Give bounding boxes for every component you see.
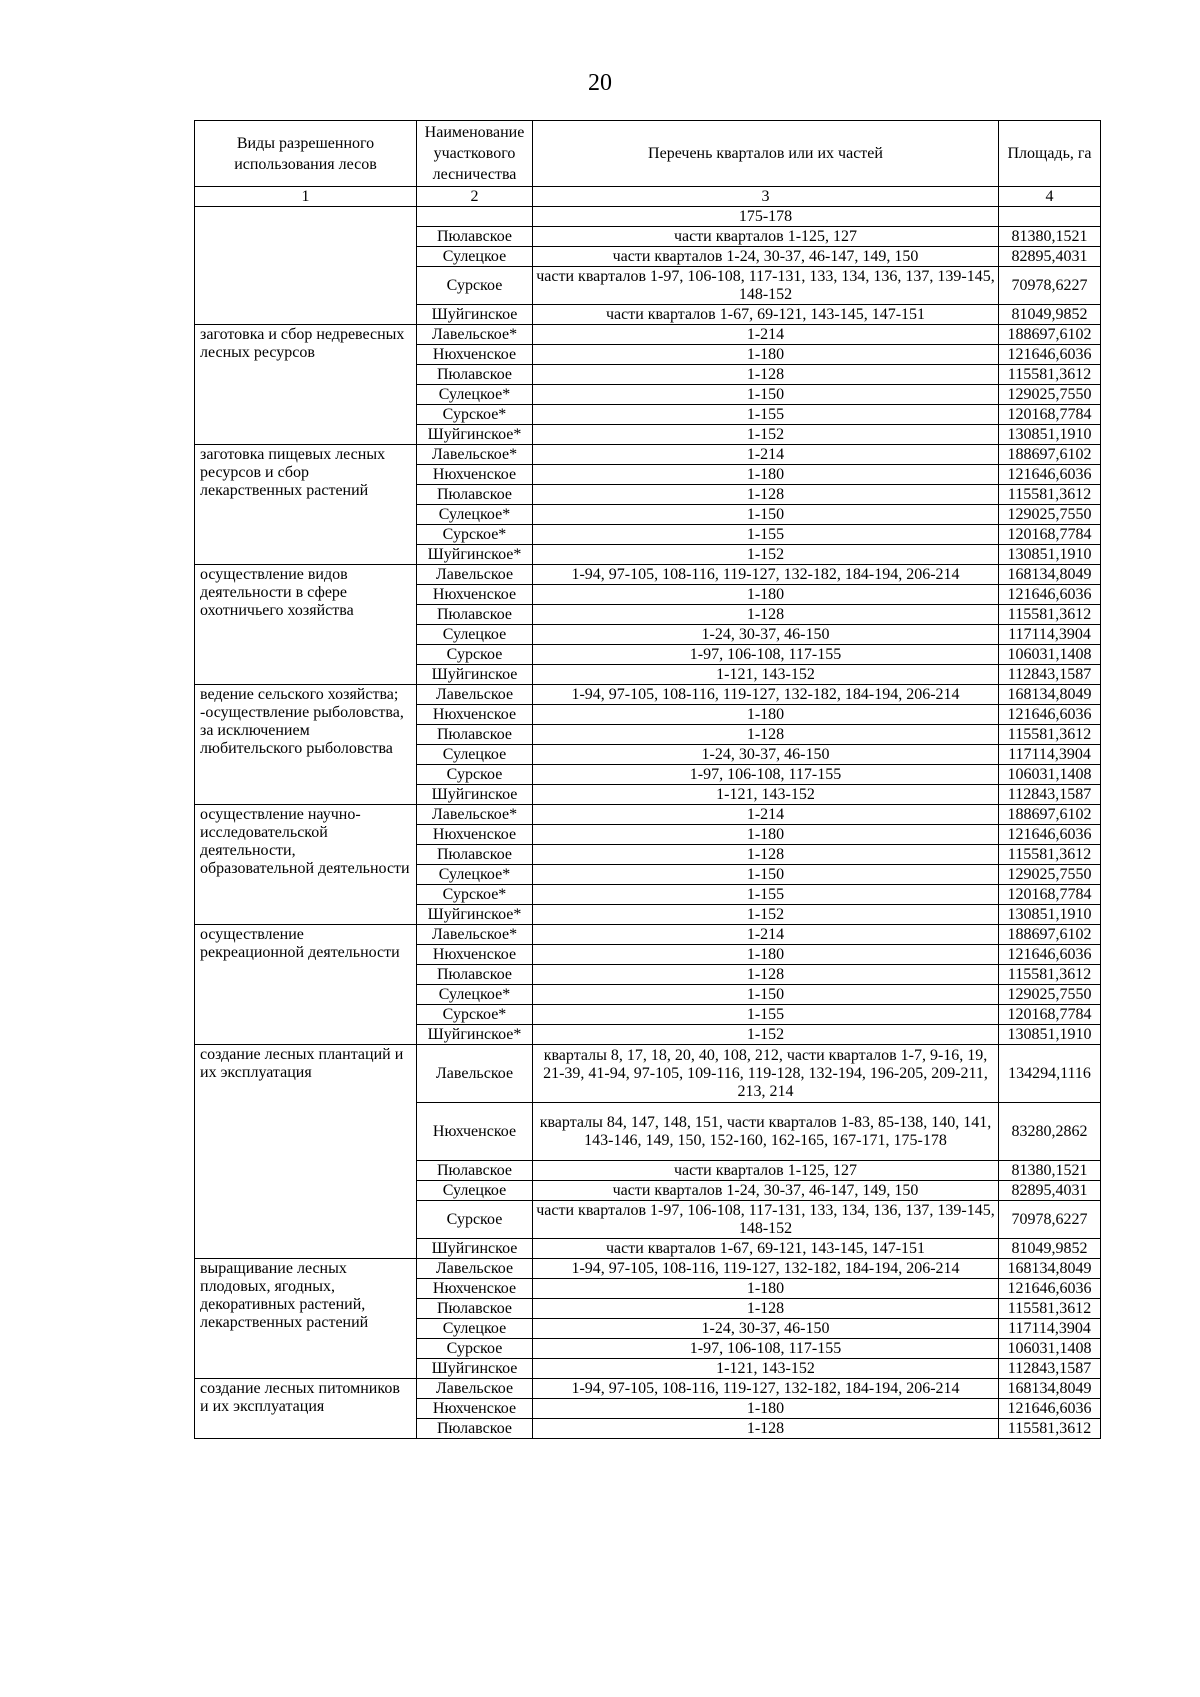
forestry-cell: Нюхченское — [417, 585, 533, 605]
forestry-cell: Сурское* — [417, 525, 533, 545]
forestry-cell: Лавельское — [417, 685, 533, 705]
table-row — [195, 685, 1101, 705]
use-type-cell: осуществление научно-исследовательской деятельности, образовательной деятельности — [195, 805, 417, 925]
quarters-cell: 1-128 — [533, 1299, 999, 1319]
forestry-cell: Лавельское — [417, 565, 533, 585]
forestry-cell: Сулецкое — [417, 1319, 533, 1339]
quarters-cell: части кварталов 1-97, 106-108, 117-131, 133, 134, 136, 137, 139-145, 148-152 — [533, 267, 999, 305]
table-row — [195, 1379, 1101, 1399]
area-cell: 115581,3612 — [999, 365, 1101, 385]
quarters-cell: 1-214 — [533, 925, 999, 945]
quarters-cell: 1-121, 143-152 — [533, 1359, 999, 1379]
table-row — [195, 925, 1101, 945]
forestry-cell — [417, 207, 533, 227]
forestry-cell: Шуйгинское — [417, 665, 533, 685]
area-cell: 115581,3612 — [999, 1299, 1101, 1319]
forestry-cell: Нюхченское — [417, 825, 533, 845]
header-use-type: Виды разрешенного использования лесов — [195, 121, 417, 187]
quarters-cell: части кварталов 1-24, 30-37, 46-147, 149, 150 — [533, 1181, 999, 1201]
area-cell: 120168,7784 — [999, 1005, 1101, 1025]
area-cell: 121646,6036 — [999, 825, 1101, 845]
use-type-cell — [195, 207, 417, 325]
area-cell: 168134,8049 — [999, 1259, 1101, 1279]
area-cell: 115581,3612 — [999, 485, 1101, 505]
quarters-cell: 1-155 — [533, 525, 999, 545]
area-cell: 130851,1910 — [999, 905, 1101, 925]
area-cell: 115581,3612 — [999, 845, 1101, 865]
forestry-cell: Лавельское — [417, 1379, 533, 1399]
forestry-cell: Шуйгинское — [417, 785, 533, 805]
area-cell: 81049,9852 — [999, 1239, 1101, 1259]
area-cell: 168134,8049 — [999, 1379, 1101, 1399]
forestry-cell: Сурское — [417, 267, 533, 305]
area-cell: 106031,1408 — [999, 1339, 1101, 1359]
quarters-cell: 1-94, 97-105, 108-116, 119-127, 132-182, 184-194, 206-214 — [533, 1379, 999, 1399]
quarters-cell: 1-24, 30-37, 46-150 — [533, 745, 999, 765]
area-cell: 134294,1116 — [999, 1045, 1101, 1103]
area-cell: 115581,3612 — [999, 605, 1101, 625]
table-row — [195, 1259, 1101, 1279]
area-cell: 81380,1521 — [999, 1161, 1101, 1181]
forestry-cell: Сулецкое* — [417, 505, 533, 525]
quarters-cell: 1-94, 97-105, 108-116, 119-127, 132-182, 184-194, 206-214 — [533, 1259, 999, 1279]
quarters-cell: 1-128 — [533, 965, 999, 985]
quarters-cell: 1-155 — [533, 405, 999, 425]
area-cell: 120168,7784 — [999, 525, 1101, 545]
forestry-cell: Лавельское* — [417, 325, 533, 345]
area-cell: 168134,8049 — [999, 685, 1101, 705]
forestry-cell: Шуйгинское — [417, 1239, 533, 1259]
quarters-cell: 1-97, 106-108, 117-155 — [533, 765, 999, 785]
area-cell — [999, 207, 1101, 227]
area-cell: 129025,7550 — [999, 985, 1101, 1005]
table-row — [195, 207, 1101, 227]
quarters-cell: 1-128 — [533, 365, 999, 385]
forestry-cell: Сурское — [417, 645, 533, 665]
forestry-cell: Сулецкое* — [417, 385, 533, 405]
header-area: Площадь, га — [999, 121, 1101, 187]
area-cell: 115581,3612 — [999, 965, 1101, 985]
quarters-cell: 1-152 — [533, 545, 999, 565]
forestry-cell: Сурское — [417, 1201, 533, 1239]
use-type-cell: создание лесных питомников и их эксплуатация — [195, 1379, 417, 1439]
forestry-cell: Сулецкое — [417, 247, 533, 267]
area-cell: 168134,8049 — [999, 565, 1101, 585]
table-body — [195, 207, 1101, 1439]
area-cell: 70978,6227 — [999, 267, 1101, 305]
quarters-cell: 1-128 — [533, 1419, 999, 1439]
area-cell: 112843,1587 — [999, 785, 1101, 805]
forestry-cell: Сулецкое* — [417, 985, 533, 1005]
forestry-cell: Нюхченское — [417, 465, 533, 485]
forestry-cell: Сулецкое — [417, 745, 533, 765]
use-type-cell: ведение сельского хозяйства; -осуществление рыболовства, за исключением любительского рыболовства — [195, 685, 417, 805]
forestry-cell: Пюлавское — [417, 725, 533, 745]
table-row — [195, 565, 1101, 585]
forestry-cell: Лавельское — [417, 1045, 533, 1103]
quarters-cell: 1-214 — [533, 805, 999, 825]
use-type-cell: осуществление видов деятельности в сфере охотничьего хозяйства — [195, 565, 417, 685]
forestry-cell: Шуйгинское — [417, 305, 533, 325]
forestry-cell: Шуйгинское* — [417, 905, 533, 925]
area-cell: 121646,6036 — [999, 345, 1101, 365]
forestry-cell: Сурское* — [417, 885, 533, 905]
forestry-cell: Пюлавское — [417, 1161, 533, 1181]
quarters-cell: части кварталов 1-125, 127 — [533, 1161, 999, 1181]
forestry-cell: Лавельское — [417, 1259, 533, 1279]
use-type-cell: заготовка пищевых лесных ресурсов и сбор лекарственных растений — [195, 445, 417, 565]
use-type-cell: осуществление рекреационной деятельности — [195, 925, 417, 1045]
quarters-cell: 1-24, 30-37, 46-150 — [533, 1319, 999, 1339]
area-cell: 117114,3904 — [999, 625, 1101, 645]
column-number-row — [195, 187, 1101, 207]
area-cell: 130851,1910 — [999, 1025, 1101, 1045]
quarters-cell: 1-155 — [533, 1005, 999, 1025]
column-number: 1 — [195, 187, 417, 207]
area-cell: 106031,1408 — [999, 645, 1101, 665]
forestry-cell: Пюлавское — [417, 227, 533, 247]
quarters-cell: 1-97, 106-108, 117-155 — [533, 645, 999, 665]
quarters-cell: 1-152 — [533, 905, 999, 925]
area-cell: 121646,6036 — [999, 585, 1101, 605]
area-cell: 121646,6036 — [999, 1399, 1101, 1419]
area-cell: 129025,7550 — [999, 865, 1101, 885]
area-cell: 130851,1910 — [999, 425, 1101, 445]
forestry-cell: Пюлавское — [417, 605, 533, 625]
forest-use-table — [194, 120, 1101, 1439]
quarters-cell: 1-94, 97-105, 108-116, 119-127, 132-182, 184-194, 206-214 — [533, 685, 999, 705]
quarters-cell: части кварталов 1-67, 69-121, 143-145, 147-151 — [533, 305, 999, 325]
quarters-cell: 1-128 — [533, 845, 999, 865]
area-cell: 129025,7550 — [999, 505, 1101, 525]
area-cell: 112843,1587 — [999, 665, 1101, 685]
area-cell: 120168,7784 — [999, 885, 1101, 905]
forestry-cell: Шуйгинское* — [417, 545, 533, 565]
quarters-cell: 1-180 — [533, 345, 999, 365]
area-cell: 106031,1408 — [999, 765, 1101, 785]
forestry-cell: Пюлавское — [417, 365, 533, 385]
forestry-cell: Сулецкое — [417, 1181, 533, 1201]
area-cell: 121646,6036 — [999, 465, 1101, 485]
table-row — [195, 805, 1101, 825]
quarters-cell: 1-180 — [533, 585, 999, 605]
forestry-cell: Лавельское* — [417, 805, 533, 825]
use-type-cell: выращивание лесных плодовых, ягодных, декоративных растений, лекарственных растений — [195, 1259, 417, 1379]
forestry-cell: Сурское* — [417, 1005, 533, 1025]
table-row — [195, 1045, 1101, 1103]
quarters-cell: 1-214 — [533, 325, 999, 345]
forestry-cell: Лавельское* — [417, 445, 533, 465]
quarters-cell: 1-24, 30-37, 46-150 — [533, 625, 999, 645]
area-cell: 121646,6036 — [999, 1279, 1101, 1299]
area-cell: 130851,1910 — [999, 545, 1101, 565]
quarters-cell: 1-150 — [533, 505, 999, 525]
quarters-cell: 1-128 — [533, 485, 999, 505]
quarters-cell: 1-94, 97-105, 108-116, 119-127, 132-182, 184-194, 206-214 — [533, 565, 999, 585]
forestry-cell: Нюхченское — [417, 945, 533, 965]
area-cell: 112843,1587 — [999, 1359, 1101, 1379]
area-cell: 188697,6102 — [999, 325, 1101, 345]
forestry-cell: Сурское — [417, 765, 533, 785]
area-cell: 121646,6036 — [999, 705, 1101, 725]
forestry-cell: Нюхченское — [417, 705, 533, 725]
header-quarters: Перечень кварталов или их частей — [533, 121, 999, 187]
quarters-cell: 1-121, 143-152 — [533, 665, 999, 685]
area-cell: 120168,7784 — [999, 405, 1101, 425]
quarters-cell: 1-180 — [533, 1399, 999, 1419]
area-cell: 115581,3612 — [999, 725, 1101, 745]
quarters-cell: части кварталов 1-67, 69-121, 143-145, 147-151 — [533, 1239, 999, 1259]
quarters-cell: 1-180 — [533, 465, 999, 485]
header-forestry: Наименование участкового лесничества — [417, 121, 533, 187]
quarters-cell: 1-150 — [533, 385, 999, 405]
area-cell: 188697,6102 — [999, 925, 1101, 945]
quarters-cell: 1-152 — [533, 425, 999, 445]
area-cell: 81049,9852 — [999, 305, 1101, 325]
area-cell: 188697,6102 — [999, 445, 1101, 465]
column-number: 3 — [533, 187, 999, 207]
area-cell: 115581,3612 — [999, 1419, 1101, 1439]
forestry-cell: Шуйгинское — [417, 1359, 533, 1379]
forestry-cell: Пюлавское — [417, 845, 533, 865]
quarters-cell: 1-214 — [533, 445, 999, 465]
forestry-cell: Сулецкое* — [417, 865, 533, 885]
quarters-cell: 1-128 — [533, 725, 999, 745]
quarters-cell: 1-180 — [533, 705, 999, 725]
use-type-cell: создание лесных плантаций и их эксплуатация — [195, 1045, 417, 1259]
forestry-cell: Пюлавское — [417, 1299, 533, 1319]
forestry-cell: Нюхченское — [417, 1279, 533, 1299]
use-type-cell: заготовка и сбор недревесных лесных ресурсов — [195, 325, 417, 445]
quarters-cell: 175-178 — [533, 207, 999, 227]
forestry-cell: Пюлавское — [417, 965, 533, 985]
quarters-cell: 1-150 — [533, 985, 999, 1005]
area-cell: 117114,3904 — [999, 745, 1101, 765]
forestry-cell: Сулецкое — [417, 625, 533, 645]
forestry-cell: Сурское* — [417, 405, 533, 425]
quarters-cell: кварталы 8, 17, 18, 20, 40, 108, 212, части кварталов 1-7, 9-16, 19, 21-39, 41-94, 97-105, 109-116, 119-128, 132-194, 196-205, 209-211, 213, 214 — [533, 1045, 999, 1103]
quarters-cell: 1-121, 143-152 — [533, 785, 999, 805]
forestry-cell: Сурское — [417, 1339, 533, 1359]
forestry-cell: Пюлавское — [417, 485, 533, 505]
quarters-cell: 1-180 — [533, 945, 999, 965]
area-cell: 129025,7550 — [999, 385, 1101, 405]
table-row — [195, 325, 1101, 345]
quarters-cell: 1-155 — [533, 885, 999, 905]
area-cell: 117114,3904 — [999, 1319, 1101, 1339]
quarters-cell: 1-180 — [533, 825, 999, 845]
column-number: 4 — [999, 187, 1101, 207]
table-row — [195, 445, 1101, 465]
quarters-cell: 1-150 — [533, 865, 999, 885]
quarters-cell: части кварталов 1-24, 30-37, 46-147, 149, 150 — [533, 247, 999, 267]
forestry-cell: Шуйгинское* — [417, 1025, 533, 1045]
quarters-cell: 1-128 — [533, 605, 999, 625]
area-cell: 82895,4031 — [999, 247, 1101, 267]
area-cell: 83280,2862 — [999, 1103, 1101, 1161]
area-cell: 81380,1521 — [999, 227, 1101, 247]
quarters-cell: кварталы 84, 147, 148, 151, части кварталов 1-83, 85-138, 140, 141, 143-146, 149, 150, 152-160, 162-165, 167-171, 175-178 — [533, 1103, 999, 1161]
quarters-cell: 1-180 — [533, 1279, 999, 1299]
area-cell: 188697,6102 — [999, 805, 1101, 825]
quarters-cell: части кварталов 1-125, 127 — [533, 227, 999, 247]
forestry-cell: Нюхченское — [417, 1399, 533, 1419]
area-cell: 121646,6036 — [999, 945, 1101, 965]
area-cell: 70978,6227 — [999, 1201, 1101, 1239]
forestry-cell: Нюхченское — [417, 345, 533, 365]
forestry-cell: Нюхченское — [417, 1103, 533, 1161]
column-number: 2 — [417, 187, 533, 207]
forestry-cell: Шуйгинское* — [417, 425, 533, 445]
quarters-cell: 1-97, 106-108, 117-155 — [533, 1339, 999, 1359]
quarters-cell: части кварталов 1-97, 106-108, 117-131, 133, 134, 136, 137, 139-145, 148-152 — [533, 1201, 999, 1239]
area-cell: 82895,4031 — [999, 1181, 1101, 1201]
forestry-cell: Лавельское* — [417, 925, 533, 945]
quarters-cell: 1-152 — [533, 1025, 999, 1045]
page-number: 20 — [588, 70, 612, 96]
forestry-cell: Пюлавское — [417, 1419, 533, 1439]
